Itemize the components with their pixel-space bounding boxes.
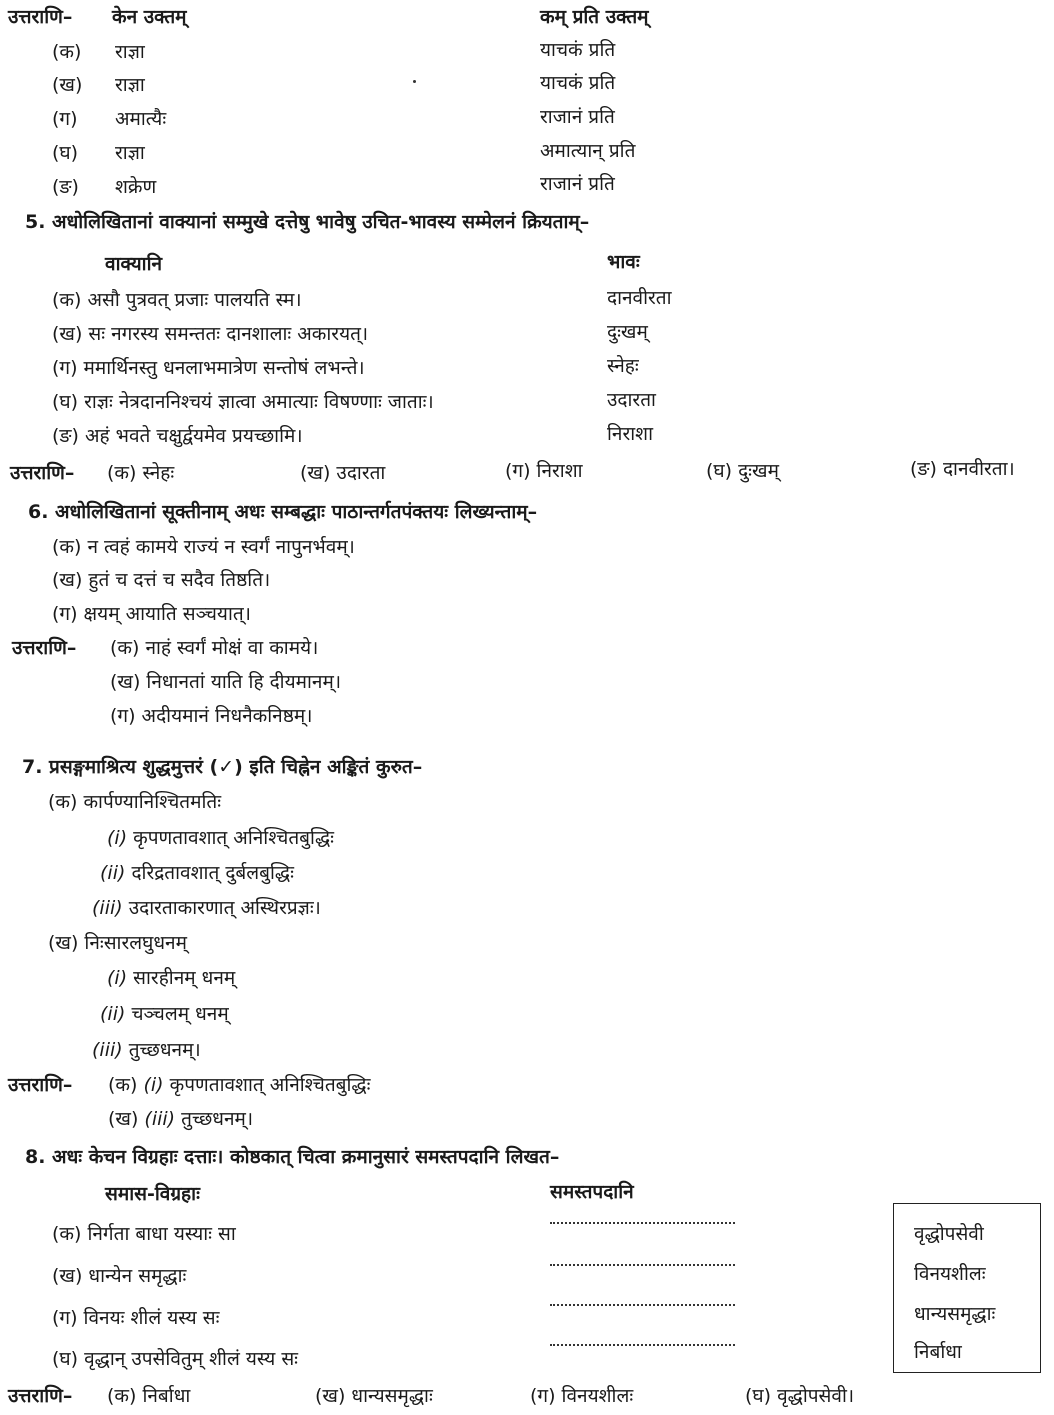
option-text: सारहीनम् धनम्: [133, 967, 236, 989]
answers-label: उत्तराणि–: [8, 1074, 73, 1096]
sentence: (ख) सः नगरस्य समन्ततः दानशालाः अकारयत्।: [52, 323, 369, 345]
option-text: कृपणतावशात् अनिश्चितबुद्धिः: [133, 827, 334, 849]
option-num: (iii): [92, 897, 123, 919]
answer-blank: [550, 1304, 735, 1306]
bhava: निराशा: [607, 423, 653, 445]
sentence: (घ) राज्ञः नेत्रदाननिश्चयं ज्ञात्वा अमात्याः विषण्णाः जाताः।: [52, 391, 434, 413]
option: [107, 966, 235, 990]
bhava: दानवीरता: [607, 287, 672, 309]
bhava: दुःखम्: [607, 321, 648, 343]
print-speck: [413, 80, 416, 83]
item-mark: (क): [52, 41, 82, 63]
column-header: समास-विग्रहाः: [105, 1183, 200, 1205]
question-title: 5. अधोलिखितानां वाक्यानां सम्मुखे दत्तेषु भावेषु उचित-भावस्य सम्मेलनं क्रियताम्–: [25, 211, 590, 233]
option-text: उदारताकारणात् अस्थिरप्रज्ञः।: [128, 897, 321, 919]
option-num: (ii): [100, 862, 126, 884]
column-header: केन उक्तम्: [112, 6, 187, 28]
option: [100, 861, 294, 885]
speaker: राज्ञा: [115, 41, 145, 63]
sentence: (ङ) अहं भवते चक्षुर्द्वयमेव प्रयच्छामि।: [52, 425, 303, 447]
box-word: विनयशीलः: [914, 1263, 986, 1285]
option: [107, 826, 334, 850]
option-num: (i): [107, 827, 128, 849]
answer-mark: (ख): [108, 1108, 139, 1130]
speaker: राज्ञा: [115, 142, 145, 164]
answer: (ख) निधानतां याति हि दीयमानम्।: [110, 671, 342, 693]
answer: [108, 1107, 253, 1131]
item-mark: (ग): [52, 108, 78, 130]
word-box: [893, 1203, 1041, 1373]
answer: (ख) उदारता: [300, 462, 386, 484]
answer: (क) स्नेहः: [107, 462, 175, 484]
answer-blank: [550, 1264, 735, 1266]
answer: (घ) वृद्धोपसेवी।: [745, 1385, 855, 1407]
item: (क) न त्वहं कामये राज्यं न स्वर्गं नापुनर्भवम्।: [52, 536, 355, 558]
item-mark: (घ): [52, 142, 79, 164]
column-header: वाक्यानि: [105, 253, 163, 275]
column-header: समस्तपदानि: [550, 1181, 634, 1203]
answer: (क) निर्बाधा: [107, 1385, 191, 1407]
box-word: वृद्धोपसेवी: [914, 1223, 984, 1245]
bhava: स्नेहः: [607, 355, 639, 377]
vigraha: (ग) विनयः शीलं यस्य सः: [52, 1307, 220, 1329]
option-num: (iii): [92, 1039, 123, 1061]
answer: (क) नाहं स्वर्गं मोक्षं वा कामये।: [110, 637, 319, 659]
answer: (ख) धान्यसमृद्धाः: [315, 1385, 433, 1407]
column-header: भावः: [607, 251, 640, 273]
option-num: (iii): [144, 1108, 176, 1130]
column-header: कम् प्रति उक्तम्: [540, 6, 649, 28]
speaker: शक्रेण: [115, 176, 157, 198]
box-word: धान्यसमृद्धाः: [914, 1303, 996, 1325]
item: (ख) हुतं च दत्तं च सदैव तिष्ठति।: [52, 569, 271, 591]
answers-label: उत्तराणि–: [12, 637, 77, 659]
answer: (ग) अदीयमानं निधनैकनिष्ठम्।: [110, 705, 313, 727]
part-head: (ख) निःसारलघुधनम्: [48, 932, 187, 954]
listener: राजानं प्रति: [540, 106, 615, 128]
item: (ग) क्षयम् आयाति सञ्चयात्।: [52, 603, 251, 625]
vigraha: (ख) धान्येन समृद्धाः: [52, 1265, 187, 1287]
answers-label: उत्तराणि–: [8, 6, 73, 28]
option: [100, 1002, 229, 1026]
option-text: चञ्चलम् धनम्: [131, 1003, 229, 1025]
box-word: निर्बाधा: [914, 1341, 962, 1363]
answers-label: उत्तराणि–: [8, 1385, 73, 1407]
option: [92, 896, 321, 920]
vigraha: (क) निर्गता बाधा यस्याः सा: [52, 1223, 236, 1245]
option-num: (i): [107, 967, 128, 989]
answers-label: उत्तराणि–: [10, 462, 75, 484]
question-title: 6. अधोलिखितानां सूक्तीनाम् अधः सम्बद्धाः पाठान्तर्गतपंक्तयः लिख्यन्ताम्–: [28, 501, 538, 523]
answer-blank: [550, 1344, 735, 1346]
part-head: (क) कार्पण्यानिश्चितमतिः: [48, 791, 222, 813]
sentence: (क) असौ पुत्रवत् प्रजाः पालयति स्म।: [52, 289, 302, 311]
listener: अमात्यान् प्रति: [540, 140, 636, 162]
bhava: उदारता: [607, 389, 656, 411]
option: [92, 1038, 201, 1062]
option-text: तुच्छधनम्।: [128, 1039, 201, 1061]
answer: (घ) दुःखम्: [706, 460, 779, 482]
answer: (ग) विनयशीलः: [530, 1385, 634, 1407]
option-text: दरिद्रतावशात् दुर्बलबुद्धिः: [131, 862, 294, 884]
listener: राजानं प्रति: [540, 173, 615, 195]
answer: (ङ) दानवीरता।: [910, 458, 1015, 480]
answer: (ग) निराशा: [505, 460, 583, 482]
answer: [108, 1073, 370, 1097]
listener: याचकं प्रति: [540, 72, 616, 94]
answer-blank: [550, 1222, 735, 1224]
item-mark: (ख): [52, 74, 83, 96]
answer-mark: (क): [108, 1074, 138, 1096]
question-title: 7. प्रसङ्गमाश्रित्य शुद्धमुत्तरं (✓) इति चिह्नेन अङ्कितं कुरुत–: [22, 756, 423, 778]
listener: याचकं प्रति: [540, 39, 616, 61]
question-title: 8. अधः केचन विग्रहाः दत्ताः। कोष्ठकात् चित्वा क्रमानुसारं समस्तपदानि लिखत–: [25, 1146, 560, 1168]
speaker: अमात्यैः: [115, 108, 167, 130]
option-num: (ii): [100, 1003, 126, 1025]
sentence: (ग) ममार्थिनस्तु धनलाभमात्रेण सन्तोषं लभन्ते।: [52, 357, 365, 379]
option-num: (i): [143, 1074, 164, 1096]
answer-text: तुच्छधनम्।: [181, 1108, 254, 1130]
vigraha: (घ) वृद्धान् उपसेवितुम् शीलं यस्य सः: [52, 1348, 299, 1370]
item-mark: (ङ): [52, 176, 79, 198]
speaker: राज्ञा: [115, 74, 145, 96]
answer-text: कृपणतावशात् अनिश्चितबुद्धिः: [169, 1074, 371, 1096]
